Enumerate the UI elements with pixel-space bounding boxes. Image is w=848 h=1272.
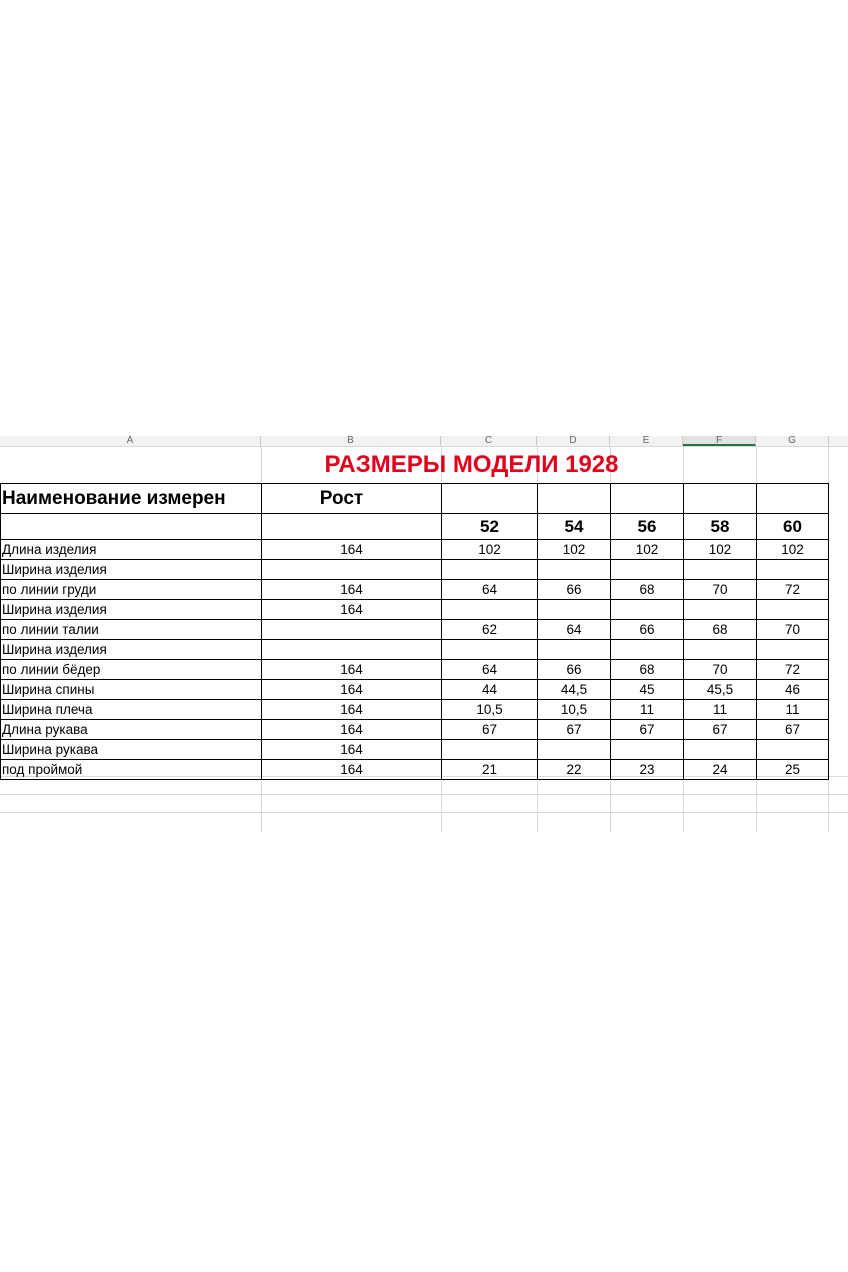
size-value-cell[interactable]	[442, 740, 538, 760]
name-header-cell[interactable]: Наименование измерен	[1, 484, 262, 514]
size-value-cell[interactable]: 102	[611, 540, 684, 560]
size-header-cell[interactable]: 54	[538, 514, 611, 540]
measurement-row	[1, 760, 829, 780]
size-value-cell[interactable]: 64	[442, 580, 538, 600]
measurement-row	[1, 640, 829, 660]
height-cell[interactable]: 164	[262, 700, 442, 720]
size-value-cell[interactable]	[442, 640, 538, 660]
height-header-cell[interactable]: Рост	[262, 484, 442, 514]
height-cell[interactable]: 164	[262, 740, 442, 760]
size-value-cell[interactable]: 67	[757, 720, 829, 740]
measurement-name-cell[interactable]: по линии бёдер	[1, 660, 262, 680]
empty-cell[interactable]	[442, 484, 538, 514]
size-value-cell[interactable]	[684, 560, 757, 580]
size-value-cell[interactable]	[757, 740, 829, 760]
measurement-row	[1, 660, 829, 680]
measurement-name-cell[interactable]: Ширина рукава	[1, 740, 262, 760]
size-header-cell[interactable]: 52	[442, 514, 538, 540]
size-value-cell[interactable]: 64	[538, 620, 611, 640]
size-value-cell[interactable]: 46	[757, 680, 829, 700]
measurement-row	[1, 560, 829, 580]
empty-cell[interactable]	[538, 484, 611, 514]
measurement-name-cell[interactable]: Ширина изделия	[1, 560, 262, 580]
column-header-b[interactable]: B	[261, 436, 441, 446]
size-value-cell[interactable]: 67	[442, 720, 538, 740]
size-value-cell[interactable]	[757, 560, 829, 580]
column-header-f[interactable]: F	[683, 436, 756, 446]
size-value-cell[interactable]: 23	[611, 760, 684, 780]
size-header-cell[interactable]: 56	[611, 514, 684, 540]
size-value-cell[interactable]: 10,5	[442, 700, 538, 720]
column-header-d[interactable]: D	[537, 436, 610, 446]
measurement-name-cell[interactable]: Длина изделия	[1, 540, 262, 560]
empty-cell[interactable]	[611, 484, 684, 514]
gridline	[0, 446, 848, 447]
spreadsheet	[0, 436, 848, 836]
size-value-cell[interactable]: 44,5	[538, 680, 611, 700]
size-value-cell[interactable]: 45	[611, 680, 684, 700]
empty-cell[interactable]	[262, 514, 442, 540]
measurement-row	[1, 740, 829, 760]
empty-cell[interactable]	[757, 484, 829, 514]
size-value-cell[interactable]: 68	[611, 660, 684, 680]
measurement-row	[1, 600, 829, 620]
height-cell[interactable]: 164	[262, 720, 442, 740]
size-value-cell[interactable]: 22	[538, 760, 611, 780]
size-value-cell[interactable]: 67	[611, 720, 684, 740]
sizes-row	[1, 514, 829, 540]
size-table	[0, 483, 829, 780]
size-value-cell[interactable]: 10,5	[538, 700, 611, 720]
size-header-cell[interactable]: 58	[684, 514, 757, 540]
size-value-cell[interactable]: 102	[684, 540, 757, 560]
height-cell[interactable]: 164	[262, 660, 442, 680]
size-value-cell[interactable]	[611, 600, 684, 620]
size-value-cell[interactable]: 102	[757, 540, 829, 560]
gridline	[0, 812, 848, 813]
measurement-row	[1, 680, 829, 700]
measurement-name-cell[interactable]: Ширина изделия	[1, 640, 262, 660]
measurement-name-cell[interactable]: Ширина изделия	[1, 600, 262, 620]
size-value-cell[interactable]: 64	[442, 660, 538, 680]
size-value-cell[interactable]	[538, 740, 611, 760]
size-value-cell[interactable]: 66	[611, 620, 684, 640]
column-header-c[interactable]: C	[441, 436, 537, 446]
size-value-cell[interactable]: 21	[442, 760, 538, 780]
size-value-cell[interactable]: 72	[757, 580, 829, 600]
measurement-name-cell[interactable]: Ширина спины	[1, 680, 262, 700]
size-value-cell[interactable]: 102	[442, 540, 538, 560]
size-value-cell[interactable]: 44	[442, 680, 538, 700]
height-cell[interactable]: 164	[262, 540, 442, 560]
size-value-cell[interactable]: 70	[684, 580, 757, 600]
column-header-a[interactable]: A	[0, 436, 261, 446]
size-value-cell[interactable]: 66	[538, 660, 611, 680]
height-cell[interactable]: 164	[262, 760, 442, 780]
measurement-name-cell[interactable]: по линии груди	[1, 580, 262, 600]
size-value-cell[interactable]	[611, 560, 684, 580]
height-cell[interactable]: 164	[262, 600, 442, 620]
size-value-cell[interactable]	[538, 600, 611, 620]
size-value-cell[interactable]: 24	[684, 760, 757, 780]
size-value-cell[interactable]	[538, 640, 611, 660]
column-header-e[interactable]: E	[610, 436, 683, 446]
size-value-cell[interactable]	[538, 560, 611, 580]
size-value-cell[interactable]	[611, 740, 684, 760]
size-value-cell[interactable]: 62	[442, 620, 538, 640]
empty-cell[interactable]	[1, 514, 262, 540]
size-value-cell[interactable]	[757, 600, 829, 620]
measurement-row	[1, 540, 829, 560]
size-value-cell[interactable]: 67	[538, 720, 611, 740]
size-value-cell[interactable]	[757, 640, 829, 660]
height-cell[interactable]: 164	[262, 680, 442, 700]
size-header-cell[interactable]: 60	[757, 514, 829, 540]
size-value-cell[interactable]: 45,5	[684, 680, 757, 700]
measurement-name-cell[interactable]: Длина рукава	[1, 720, 262, 740]
size-value-cell[interactable]: 11	[757, 700, 829, 720]
measurement-name-cell[interactable]: по линии талии	[1, 620, 262, 640]
size-value-cell[interactable]: 68	[611, 580, 684, 600]
sheet-title: РАЗМЕРЫ МОДЕЛИ 1928	[324, 451, 619, 478]
height-cell[interactable]	[262, 560, 442, 580]
measurement-name-cell[interactable]: под проймой	[1, 760, 262, 780]
empty-cell[interactable]	[684, 484, 757, 514]
size-value-cell[interactable]: 11	[611, 700, 684, 720]
measurement-row	[1, 580, 829, 600]
size-value-cell[interactable]: 67	[684, 720, 757, 740]
size-value-cell[interactable]	[442, 600, 538, 620]
size-value-cell[interactable]	[684, 600, 757, 620]
size-value-cell[interactable]: 11	[684, 700, 757, 720]
height-cell[interactable]: 164	[262, 580, 442, 600]
size-value-cell[interactable]	[684, 640, 757, 660]
column-header-g[interactable]: G	[756, 436, 829, 446]
measurement-row	[1, 720, 829, 740]
size-value-cell[interactable]: 66	[538, 580, 611, 600]
size-value-cell[interactable]: 72	[757, 660, 829, 680]
measurement-row	[1, 620, 829, 640]
size-value-cell[interactable]: 25	[757, 760, 829, 780]
size-value-cell[interactable]	[684, 740, 757, 760]
header-row	[1, 484, 829, 514]
height-cell[interactable]	[262, 620, 442, 640]
gridline	[0, 794, 848, 795]
height-cell[interactable]	[262, 640, 442, 660]
size-value-cell[interactable]: 68	[684, 620, 757, 640]
size-value-cell[interactable]: 70	[757, 620, 829, 640]
measurement-row	[1, 700, 829, 720]
size-value-cell[interactable]: 102	[538, 540, 611, 560]
size-value-cell[interactable]: 70	[684, 660, 757, 680]
size-value-cell[interactable]	[611, 640, 684, 660]
size-value-cell[interactable]	[442, 560, 538, 580]
measurement-name-cell[interactable]: Ширина плеча	[1, 700, 262, 720]
